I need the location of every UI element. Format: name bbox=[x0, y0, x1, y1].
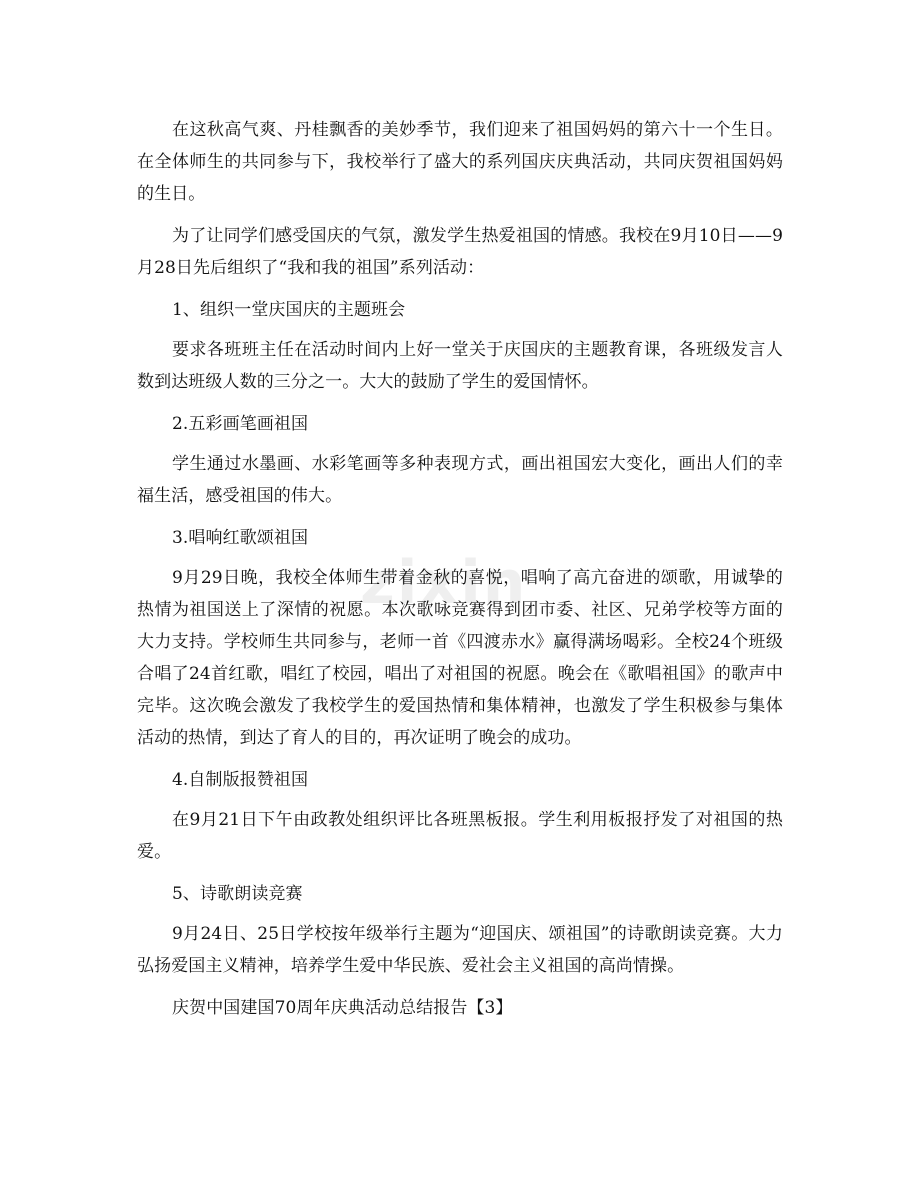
section-heading-2: 2.五彩画笔画祖国 bbox=[172, 414, 309, 434]
document-page bbox=[137, 114, 783, 1032]
section-heading-4: 4.自制版报赞祖国 bbox=[172, 770, 309, 790]
paragraph-red-songs: 9月29日晚，我校全体师生带着金秋的喜悦，唱响了高亢奋进的颂歌，用诚挚的热情为祖国送上了深情的祝愿。本次歌咏竞赛得到团市委、社区、兄弟学校等方面的大力支持。学校师生共同参与，老师一首《四渡赤水》赢得满场喝彩。全校24个班级合唱了24首红歌，唱红了校园，唱出了对祖国的祝愿。晚会在《歌唱祖国》的歌声中完毕。这次晚会激发了我校学生的爱国热情和集体精神，也激发了学生积极参与集体活动的热情，到达了育人的目的，再次证明了晚会的成功。 bbox=[137, 568, 783, 748]
paragraph-class-meeting: 要求各班班主任在活动时间内上好一堂关于庆国庆的主题教育课，各班级发言人数到达班级人数的三分之一。大大的鼓励了学生的爱国情怀。 bbox=[137, 340, 783, 392]
watermark-logo: zixin bbox=[360, 548, 528, 618]
paragraph-intro: 在这秋高气爽、丹桂飘香的美妙季节，我们迎来了祖国妈妈的第六十一个生日。在全体师生的共同参与下，我校举行了盛大的系列国庆庆典活动，共同庆贺祖国妈妈的生日。 bbox=[137, 120, 783, 204]
paragraph-poetry: 9月24日、25日学校按年级举行主题为“迎国庆、颂祖国”的诗歌朗读竞赛。大力弘扬爱国主义精神，培养学生爱中华民族、爱社会主义祖国的高尚情操。 bbox=[137, 924, 783, 976]
section-heading-5: 5、诗歌朗读竞赛 bbox=[172, 884, 303, 904]
paragraph-activities-intro: 为了让同学们感受国庆的气氛，激发学生热爱祖国的情感。我校在9月10日——9月28日先后组织了“我和我的祖国”系列活动： bbox=[137, 226, 783, 278]
paragraph-blackboard: 在9月21日下午由政教处组织评比各班黑板报。学生利用板报抒发了对祖国的热爱。 bbox=[137, 810, 783, 862]
section-heading-3: 3.唱响红歌颂祖国 bbox=[172, 528, 309, 548]
paragraph-painting: 学生通过水墨画、水彩笔画等多种表现方式，画出祖国宏大变化，画出人们的幸福生活，感受祖国的伟大。 bbox=[137, 454, 783, 506]
report-title-3: 庆贺中国建国70周年庆典活动总结报告【3】 bbox=[172, 998, 513, 1018]
section-heading-1: 1、组织一堂庆国庆的主题班会 bbox=[172, 300, 406, 320]
